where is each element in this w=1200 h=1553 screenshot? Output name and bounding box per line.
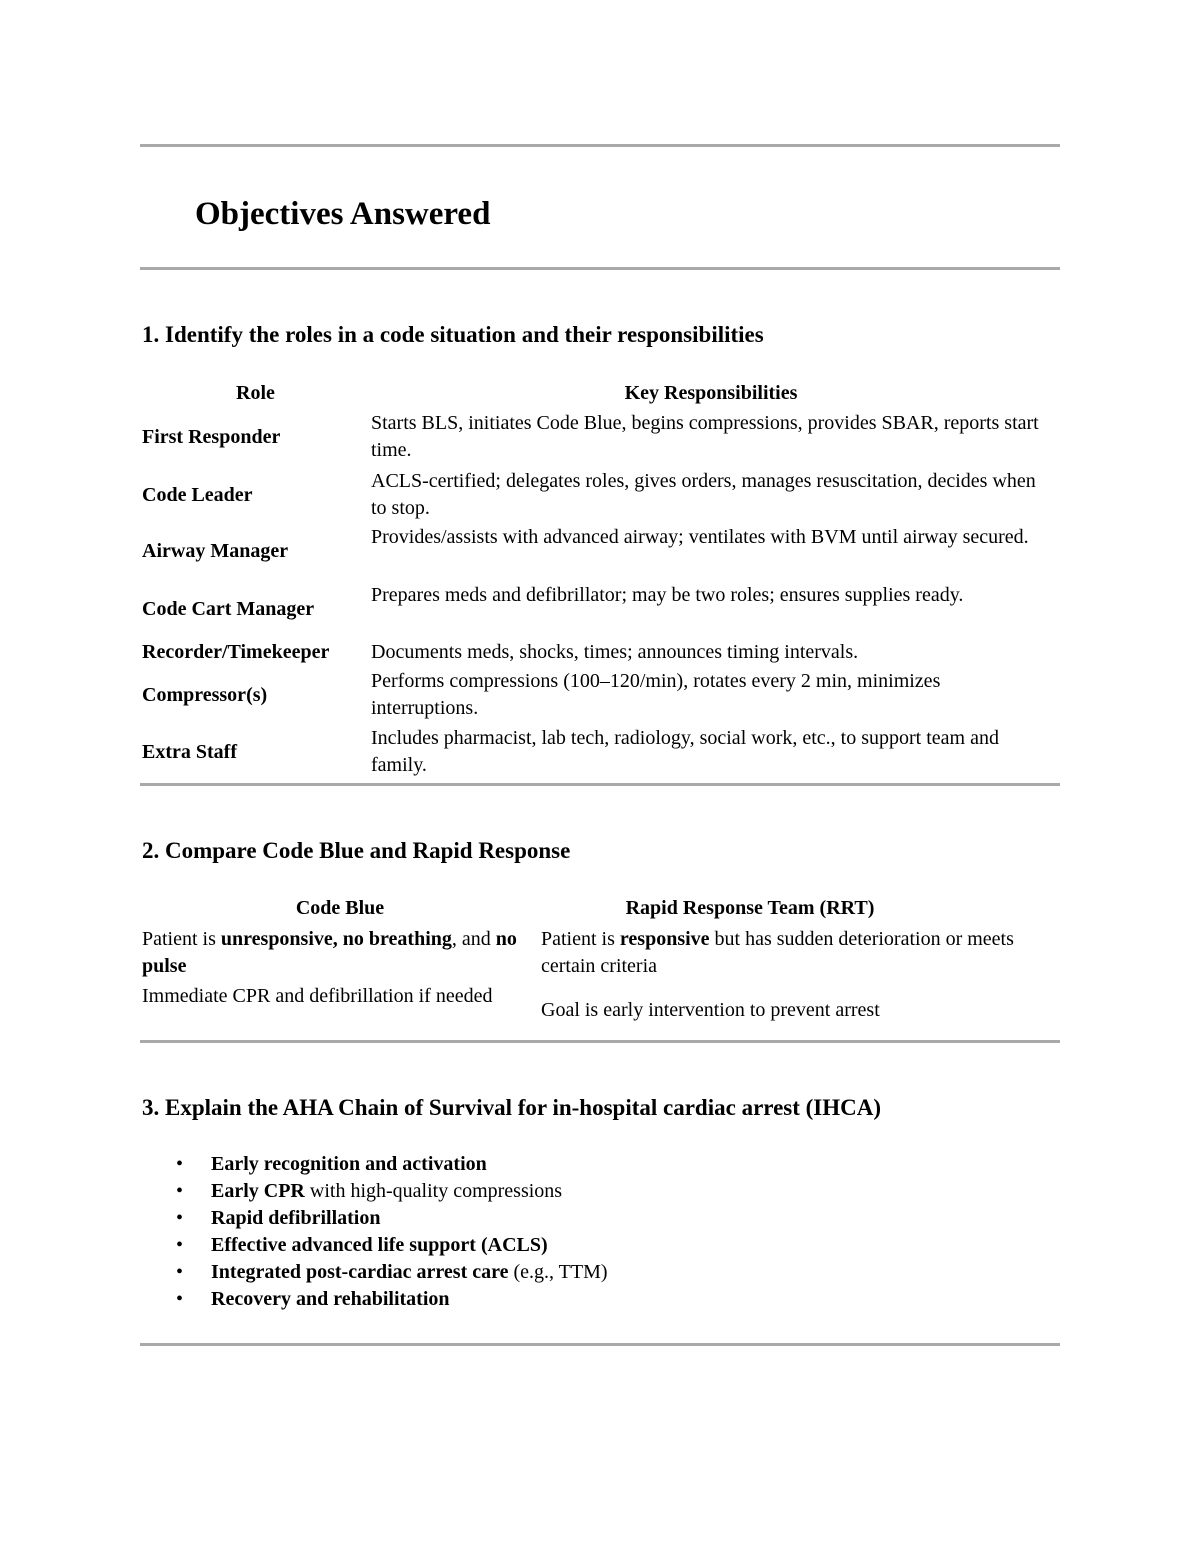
resp-cell: Performs compressions (100–120/min), rotates every 2 min, minimizes interruptions.	[371, 670, 941, 719]
bold-run: responsive	[619, 928, 710, 950]
bold-run: Rapid defibrillation	[211, 1207, 381, 1229]
resp-cell: Starts BLS, initiates Code Blue, begins compressions, provides SBAR, reports start time.	[371, 412, 1039, 461]
roles-col-header-resp: Key Responsibilities	[624, 382, 798, 404]
bold-run: Recovery and rehabilitation	[211, 1288, 450, 1310]
resp-cell: Includes pharmacist, lab tech, radiology, social work, etc., to support team and family.	[371, 727, 999, 776]
resp-cell: Provides/assists with advanced airway; ventilates with BVM until airway secured.	[371, 526, 1029, 548]
section1-heading: 1. Identify the roles in a code situation and their responsibilities	[142, 322, 764, 347]
rrt-cell	[541, 926, 1051, 980]
roles-col-header-role: Role	[236, 382, 275, 404]
table1-rule	[140, 783, 1060, 786]
rrt-cell: Goal is early intervention to prevent arrest	[541, 999, 880, 1021]
role-cell: Code Leader	[142, 483, 253, 506]
bullet-icon: •	[176, 1153, 184, 1175]
text-run: Patient is	[142, 928, 221, 950]
bullet-icon: •	[176, 1288, 184, 1310]
list-item	[140, 1259, 1040, 1286]
resp-cell: Prepares meds and defibrillator; may be two roles; ensures supplies ready.	[371, 584, 964, 606]
table2-rule	[140, 1040, 1060, 1043]
text-run: (e.g., TTM)	[508, 1261, 608, 1283]
role-cell: Recorder/Timekeeper	[142, 641, 330, 663]
bold-run: ,	[332, 928, 343, 950]
text-run: but has sudden deterioration or meets certain criteria	[541, 928, 1014, 977]
bold-run: no pulse	[142, 928, 517, 977]
list-item	[140, 1205, 1040, 1232]
roles-table	[140, 380, 1060, 785]
list-item	[140, 1232, 1040, 1259]
compare-table	[140, 895, 1060, 1040]
section2-heading: 2. Compare Code Blue and Rapid Response	[142, 838, 571, 863]
bold-run: no breathing	[342, 928, 452, 950]
bold-run: Early recognition and activation	[211, 1153, 487, 1175]
bullet-icon: •	[176, 1261, 184, 1283]
page-title: Objectives Answered	[195, 196, 491, 232]
compare-col-header-rrt: Rapid Response Team (RRT)	[625, 897, 875, 919]
compare-col-header-code-blue: Code Blue	[295, 897, 385, 919]
chain-of-survival-list	[140, 1151, 1040, 1313]
list-item	[140, 1178, 1040, 1205]
resp-cell: ACLS-certified; delegates roles, gives orders, manages resuscitation, decides when to stop.	[371, 470, 1036, 519]
resp-cell: Documents meds, shocks, times; announces timing intervals.	[371, 641, 859, 663]
code-blue-cell	[142, 926, 522, 980]
bold-run: Early CPR	[211, 1180, 305, 1202]
top-rule	[140, 144, 1060, 147]
bold-run: Integrated post-cardiac arrest care	[211, 1261, 509, 1283]
list-item	[140, 1151, 1040, 1178]
bold-run: Effective advanced life support (ACLS)	[211, 1234, 548, 1256]
bullet-icon: •	[176, 1207, 184, 1229]
bullet-icon: •	[176, 1180, 184, 1202]
role-cell: Compressor(s)	[142, 683, 268, 706]
list-item	[140, 1286, 1040, 1313]
title-rule	[140, 267, 1060, 270]
text-run: with high-quality compressions	[304, 1180, 563, 1202]
text-run: Patient is	[541, 928, 620, 950]
bullet-icon: •	[176, 1234, 184, 1256]
role-cell: Airway Manager	[142, 539, 289, 562]
code-blue-cell: Immediate CPR and defibrillation if needed	[142, 985, 493, 1007]
role-cell: First Responder	[142, 425, 281, 448]
bottom-rule	[140, 1343, 1060, 1346]
role-cell: Extra Staff	[142, 740, 237, 763]
role-cell: Code Cart Manager	[142, 597, 315, 620]
text-run: , and	[451, 928, 496, 950]
section3-heading: 3. Explain the AHA Chain of Survival for in-hospital cardiac arrest (IHCA)	[142, 1095, 882, 1120]
bold-run: unresponsive	[220, 928, 333, 950]
